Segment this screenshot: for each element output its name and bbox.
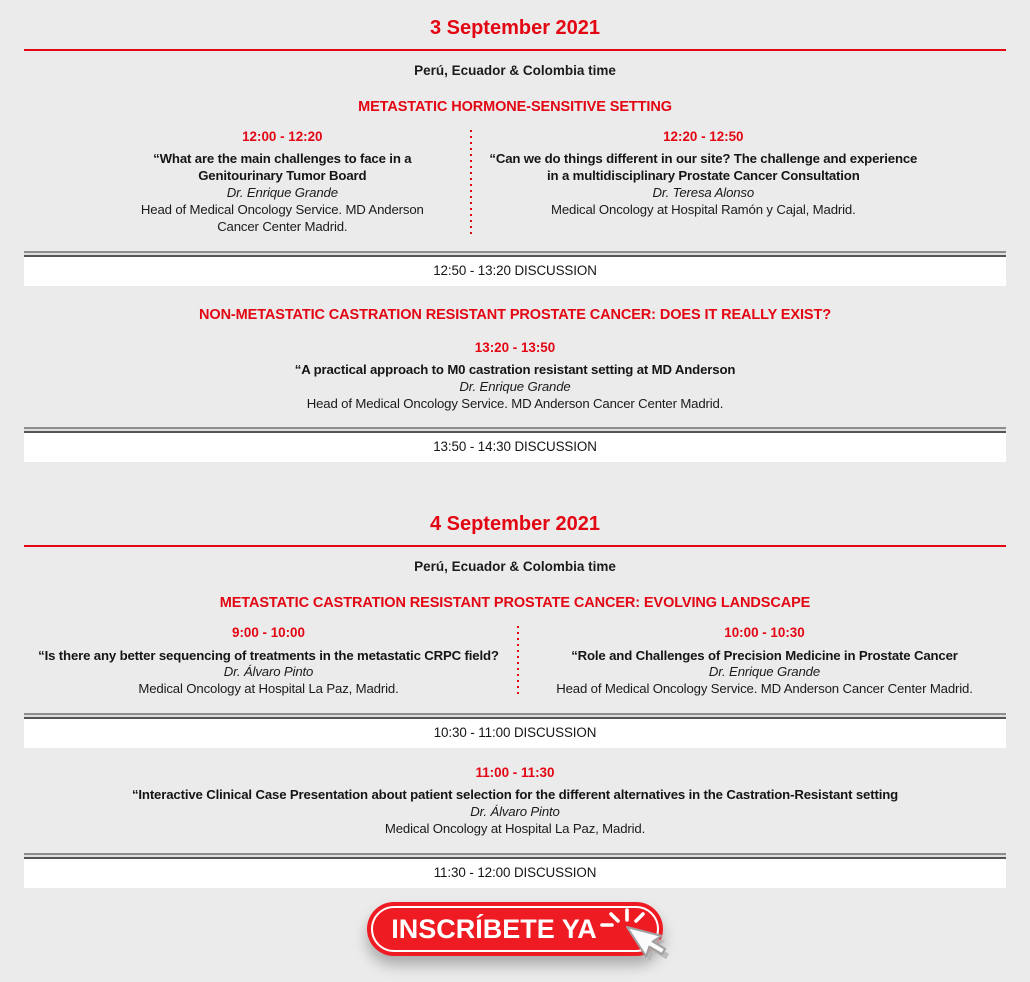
talk-affiliation: Medical Oncology at Hospital Ramón y Cajal, Madrid. [551,201,856,217]
day-section-1 [0,0,1030,462]
discussion-label: 11:30 - 12:00 DISCUSSION [24,859,1006,888]
talk-title: “Interactive Clinical Case Presentation about patient selection for the different alternatives in the Castration-Resistant setting [131,787,899,803]
talk-item [20,624,517,698]
talk-time: 9:00 - 10:00 [232,625,305,641]
discussion-label: 10:30 - 11:00 DISCUSSION [24,719,1006,748]
talk-affiliation: Head of Medical Oncology Service. MD Anderson Cancer Center Madrid. [140,201,424,234]
discussion-label: 13:50 - 14:30 DISCUSSION [24,433,1006,462]
timezone-label: Perú, Ecuador & Colombia time [414,63,616,78]
talk-title: “What are the main challenges to face in a Genitourinary Tumor Board [153,151,412,184]
timezone-label: Perú, Ecuador & Colombia time [414,559,616,575]
talk-affiliation: Head of Medical Oncology Service. MD Anderson Cancer Center Madrid. [306,395,724,411]
talk-time: 13:20 - 13:50 [474,339,556,355]
talk-item [95,128,470,236]
cta-container [367,902,663,956]
talk-speaker: Dr. Enrique Grande [708,664,821,680]
talk-item [472,128,935,236]
talk-title: “Role and Challenges of Precision Medicine in Prostate Cancer [571,647,958,663]
talk-affiliation: Head of Medical Oncology Service. MD Anderson Cancer Center Madrid. [556,681,973,697]
talk-item [519,624,1010,698]
talk-speaker: Dr. Enrique Grande [226,184,338,200]
talk-speaker: Dr. Enrique Grande [459,378,571,394]
talk-affiliation: Medical Oncology at Hospital La Paz, Madrid. [384,821,646,837]
bottom-spacer [0,956,1030,982]
talks-row [95,128,935,236]
talk-speaker: Dr. Álvaro Pinto [470,804,560,820]
section-header: NON-METASTATIC CASTRATION RESISTANT PROSTATE CANCER: DOES IT REALLY EXIST? [199,306,831,323]
discussion-label: 12:50 - 13:20 DISCUSSION [24,257,1006,286]
red-divider [24,545,1006,547]
discussion-bar [24,427,1006,462]
section-header: METASTATIC HORMONE-SENSITIVE SETTING [358,99,672,115]
red-divider [24,49,1006,51]
register-button[interactable] [367,902,663,956]
talk-title: “Can we do things different in our site? The challenge and experience in a multidisciplinary Prostate Cancer Consultation [489,151,918,184]
talk-item [0,339,1030,413]
discussion-bar [24,853,1006,888]
talk-time: 11:00 - 11:30 [475,765,555,781]
day-section-2 [0,496,1030,888]
register-button-label: INSCRÍBETE YA [391,913,597,944]
talk-speaker: Dr. Álvaro Pinto [223,664,314,680]
talk-item [0,764,1030,838]
talk-title: “A practical approach to M0 castration resistant setting at MD Anderson [294,361,736,377]
day-title: 4 September 2021 [429,513,601,536]
talk-time: 12:00 - 12:20 [242,129,323,144]
talk-affiliation: Medical Oncology at Hospital La Paz, Madrid. [138,681,399,697]
day-title: 3 September 2021 [429,17,601,39]
talk-time: 12:20 - 12:50 [663,129,744,144]
talk-speaker: Dr. Teresa Alonso [652,184,755,200]
discussion-bar [24,251,1006,286]
section-header: METASTATIC CASTRATION RESISTANT PROSTATE CANCER: EVOLVING LANDSCAPE [219,595,811,612]
discussion-bar [24,713,1006,748]
talk-title: “Is there any better sequencing of treatments in the metastatic CRPC field? [38,647,499,663]
talk-time: 10:00 - 10:30 [724,625,805,641]
talks-row [20,624,1010,698]
